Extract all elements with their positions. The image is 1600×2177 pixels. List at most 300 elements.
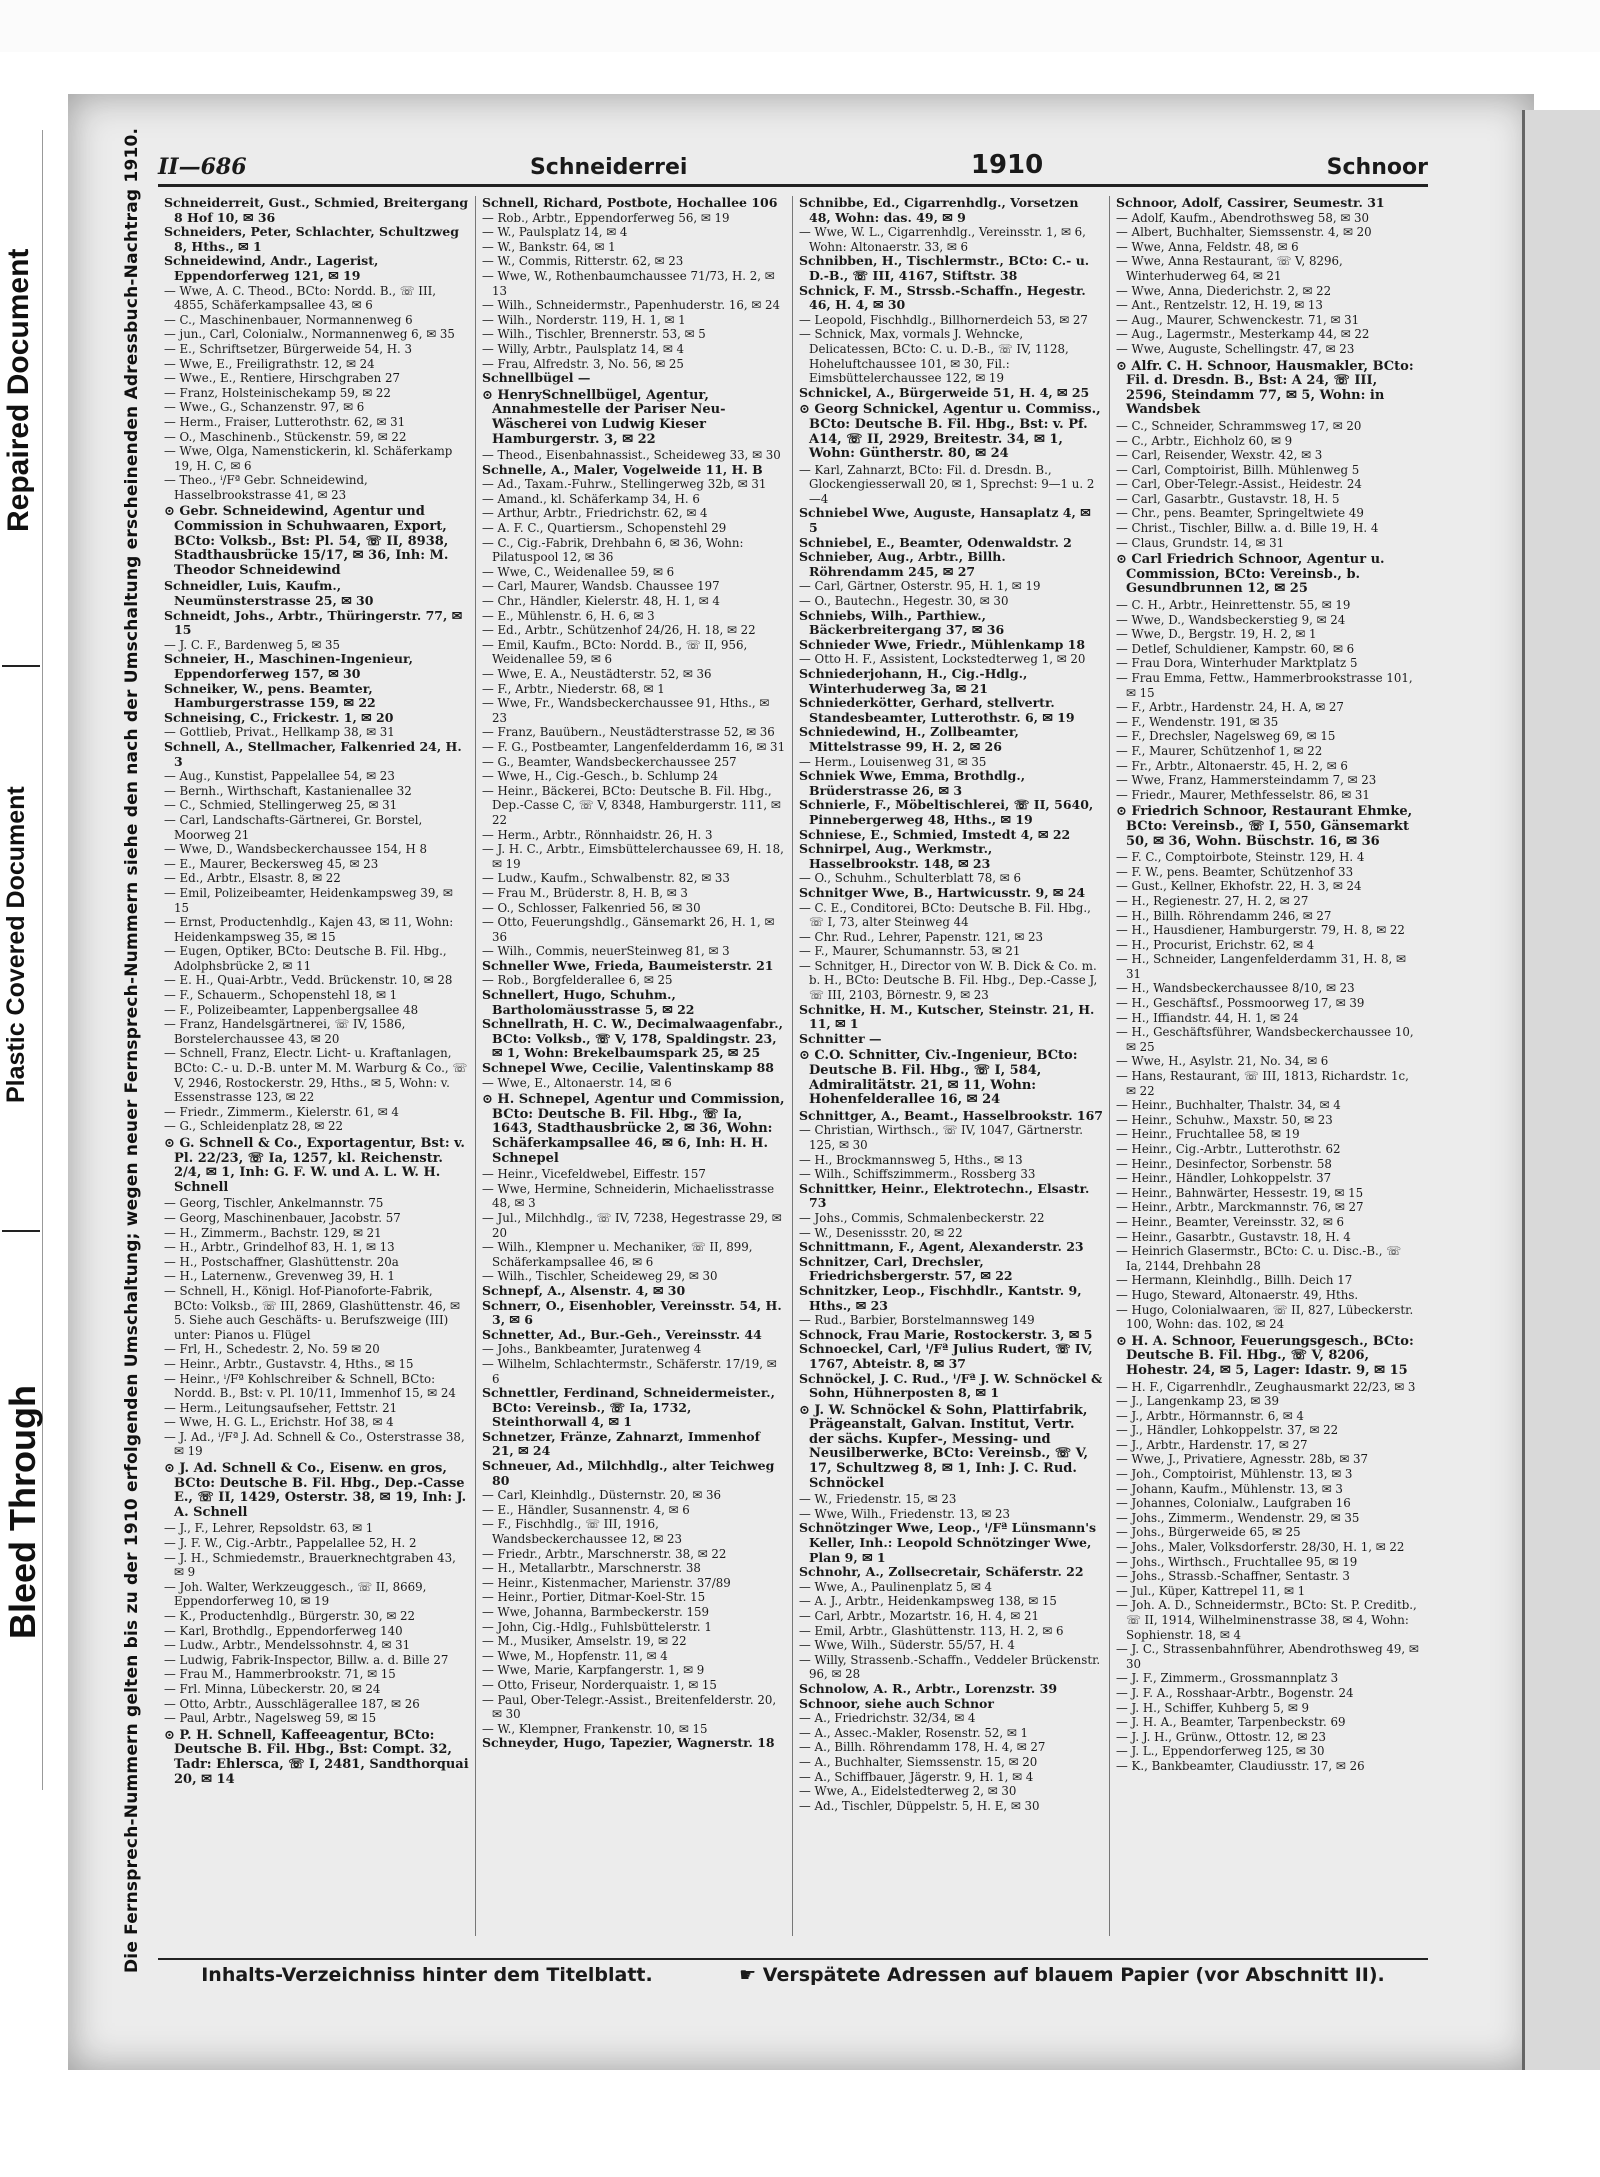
directory-entry: — Wwe, D., Wandsbeckerstieg 9, ✉ 24 (1116, 612, 1346, 627)
directory-entry: — Rob., Arbtr., Eppendorferweg 56, ✉ 19 (482, 210, 730, 225)
directory-entry: ⊙ Alfr. C. H. Schnoor, Hausmakler, BCto: Fil. d. Dresdn. B., Bst: A 24, ☏ III, 2596, Steindamm 77, ✉ 5, Wohn: in Wandsbek (1116, 358, 1414, 418)
directory-entry: — J., Arbtr., Hardenstr. 17, ✉ 27 (1116, 1437, 1308, 1452)
directory-entry: — H., Procurist, Erichstr. 62, ✉ 4 (1116, 937, 1315, 952)
directory-entry: — Frau Emma, Fettw., Hammerbrookstrasse 101, ✉ 15 (1116, 671, 1413, 700)
directory-entry: — Wwe, H., Cig.-Gesch., b. Schlump 24 (482, 769, 718, 784)
directory-entry: ⊙ J. Ad. Schnell & Co., Eisenw. en gros, BCto: Deutsche B. Fil. Hbg., Dep.-Casse E., ☏ II, 1429, Osterstr. 38, ✉ 19, Inh: J. A. Schnell (164, 1461, 467, 1520)
directory-entry: — H., Wandsbeckerchaussee 8/10, ✉ 23 (1116, 981, 1355, 996)
directory-entry: Schnoeckel, Carl, ⁱ/Fª Julius Rudert, ☏ IV, 1767, Abteistr. 8, ✉ 37 (799, 1341, 1093, 1371)
directory-entry: — H., Geschäftsführer, Wandsbeckerchaussee 10, ✉ 25 (1116, 1025, 1414, 1054)
directory-entry: — Joh. A. D., Schneidermstr., BCto: St. P. Creditb., ☏ II, 1914, Wilhelminenstrasse 38, ✉ 4, Wohn: Sophienstr. 18, ✉ 4 (1116, 1598, 1417, 1642)
directory-entry: — Wilh., Tischler, Brennerstr. 53, ✉ 5 (482, 327, 706, 342)
directory-entry: — jun., Carl, Colonialw., Normannenweg 6, ✉ 35 (164, 327, 455, 342)
directory-entry: — Joh., Comptoirist, Mühlenstr. 13, ✉ 3 (1116, 1467, 1353, 1482)
directory-entry: — H., Laternenw., Grevenweg 39, H. 1 (164, 1269, 395, 1284)
directory-entry: — E., Schriftsetzer, Bürgerweide 54, H. 3 (164, 341, 413, 356)
directory-entry: — Schnell, H., Königl. Hof-Pianoforte-Fabrik, BCto: Volksb., ☏ III, 2869, Glashüttenstr. 46, ✉ 5. Siehe auch Geschäfts- u. Berufszweige (III) unter: Pianos u. Flügel (164, 1283, 460, 1342)
directory-entry: — Heinr., Bahnwärter, Hessestr. 19, ✉ 15 (1116, 1185, 1364, 1200)
directory-entry: — Ludw., Kaufm., Schwalbenstr. 82, ✉ 33 (482, 871, 730, 886)
directory-entry: — Frau M., Hammerbrookstr. 71, ✉ 15 (164, 1667, 396, 1682)
directory-entry: — Paul, Arbtr., Nagelsweg 59, ✉ 15 (164, 1711, 377, 1726)
directory-entry: — H., Brockmannsweg 5, Hths., ✉ 13 (799, 1152, 1023, 1167)
directory-entry: — Wwe, J., Privatiere, Agnesstr. 28b, ✉ 37 (1116, 1452, 1369, 1467)
directory-entry: — Wwe, Wilh., Süderstr. 55/57, H. 4 (799, 1638, 1015, 1653)
directory-entry: — Otto, Arbtr., Ausschlägerallee 187, ✉ 26 (164, 1696, 420, 1711)
directory-entry: Schnell, A., Stellmacher, Falkenried 24, H. 3 (164, 738, 462, 769)
directory-entry: — Carl, Ober-Telegr.-Assist., Heidestr. 24 (1116, 477, 1362, 492)
directory-entry: Schneidewind, Andr., Lagerist, Eppendorferweg 121, ✉ 19 (164, 253, 379, 283)
directory-entry: — W., Klempner, Frankenstr. 10, ✉ 15 (482, 1721, 708, 1736)
directory-entry: — Herm., Louisenweg 31, ✉ 35 (799, 754, 987, 769)
directory-entry: — Heinr., Vicefeldwebel, Eiffestr. 157 (482, 1167, 706, 1182)
directory-entry: Schneidler, Luis, Kaufm., Neumünsterstrasse 25, ✉ 30 (164, 578, 374, 609)
directory-entry: — Wwe, Marie, Karpfangerstr. 1, ✉ 9 (482, 1663, 705, 1678)
directory-entry: — Wwe, C., Weidenallee 59, ✉ 6 (482, 564, 675, 579)
directory-entry: — W., Paulsplatz 14, ✉ 4 (482, 225, 628, 240)
directory-entry: — E., Mühlenstr. 6, H. 6, ✉ 3 (482, 608, 655, 623)
directory-entry: Schnoor, Adolf, Cassirer, Seumestr. 31 (1116, 196, 1385, 210)
directory-entry: ⊙ Carl Friedrich Schnoor, Agentur u. Commission, BCto: Vereinsb., b. Gesundbrunnen 12, ✉ 25 (1116, 552, 1385, 597)
page-number: II—686 (158, 154, 247, 180)
directory-entry: — H., Zimmerm., Bachstr. 129, ✉ 21 (164, 1225, 382, 1240)
directory-entry: — Johs., Bankbeamter, Juratenweg 4 (482, 1342, 702, 1357)
directory-entry: — Chr., Händler, Kielerstr. 48, H. 1, ✉ 4 (482, 594, 720, 609)
directory-entry: Schnepel Wwe, Cecilie, Valentinskamp 88 (482, 1060, 774, 1076)
directory-entry: — Ludwig, Fabrik-Inspector, Billw. a. d. Bille 27 (164, 1652, 449, 1667)
directory-entry: — Gottlieb, Privat., Hellkamp 38, ✉ 31 (164, 725, 395, 740)
directory-entry: Schnöckel, J. C. Rud., ⁱ/Fª J. W. Schnöckel & Sohn, Hühnerposten 8, ✉ 1 (799, 1370, 1103, 1401)
directory-entry: — Rud., Barbier, Borstelmannsweg 149 (799, 1313, 1035, 1328)
directory-entry: Schniederjohann, H., Cig.-Hdlg., Winterhuderweg 3a, ✉ 21 (799, 666, 1028, 696)
directory-entry: Schnickel, A., Bürgerweide 51, H. 4, ✉ 25 (799, 384, 1090, 400)
directory-entry: Schnoor, siehe auch Schnor (799, 1695, 994, 1711)
page-header (158, 146, 1428, 187)
directory-entry: — Johann, Kaufm., Mühlenstr. 13, ✉ 3 (1116, 1481, 1343, 1496)
side-label-separator (2, 665, 40, 667)
directory-entry: — Georg, Tischler, Ankelmannstr. 75 (164, 1196, 384, 1211)
directory-entry: ⊙ Friedrich Schnoor, Restaurant Ehmke, BCto: Vereinsb., ☏ I, 550, Gänsemarkt 50, ✉ 36, Wohn. Büschstr. 16, ✉ 36 (1116, 804, 1413, 849)
directory-entry: — A., Schiffbauer, Jägerstr. 9, H. 1, ✉ 4 (799, 1769, 1034, 1784)
directory-entry: — W., Desenissstr. 20, ✉ 22 (799, 1225, 963, 1240)
directory-entry: ⊙ P. H. Schnell, Kaffeeagentur, BCto: Deutsche B. Fil. Hbg., Bst: Compt. 32, Tadr: Ehlersca, ☏ I, 2481, Sandthorquai 20, ✉ 14 (164, 1727, 469, 1787)
directory-entry: — H., Regienestr. 27, H. 2, ✉ 27 (1116, 893, 1309, 908)
directory-entry: — Heinr., Portier, Ditmar-Koel-Str. 15 (482, 1590, 706, 1605)
directory-entry: — Aug., Maurer, Schwenckestr. 71, ✉ 31 (1116, 312, 1360, 327)
directory-entry: Schneller Wwe, Frieda, Baumeisterstr. 21 (482, 957, 774, 973)
directory-entry: — G., Schleidenplatz 28, ✉ 22 (164, 1119, 343, 1134)
directory-entry: — F., Schauerm., Schopenstehl 18, ✉ 1 (164, 988, 398, 1003)
directory-entry: Schnitter — (799, 1030, 882, 1046)
footer-index-note: Inhalts-Verzeichniss hinter dem Titelblatt. (201, 1964, 653, 1986)
directory-entry: — Carl, Gasarbtr., Gustavstr. 18, H. 5 (1116, 491, 1340, 506)
directory-entry: — Wilh., Schiffszimmerm., Rossberg 33 (799, 1167, 1036, 1182)
directory-entry: — Herm., Leitungsaufseher, Fettstr. 21 (164, 1400, 398, 1415)
directory-entry: Schnellbügel — (482, 370, 591, 386)
directory-entry: — Carl, Comptoirist, Billh. Mühlenweg 5 (1116, 462, 1360, 477)
directory-entry: — Hermann, Kleinhdlg., Billh. Deich 17 (1116, 1273, 1353, 1288)
directory-entry: — F. W., pens. Beamter, Schützenhof 33 (1116, 864, 1354, 879)
directory-entry: Schniese, E., Schmied, Imstedt 4, ✉ 22 (799, 826, 1071, 842)
directory-entry: — A., Billh. Röhrendamm 178, H. 4, ✉ 27 (799, 1740, 1046, 1755)
directory-entry: Schnohr, A., Zollsecretair, Schäferstr. 22 (799, 1564, 1084, 1580)
directory-entry: ⊙ Gebr. Schneidewind, Agentur und Commission in Schuhwaaren, Export, BCto: Volksb., Bst: Pl. 54, ☏ II, 8938, Stadthausbrücke 15/17, ✉ 36, Inh: M. Theodor Schneidewind (164, 504, 449, 578)
directory-entry: — Wwe, D., Wandsbeckerchaussee 154, H 8 (164, 842, 427, 857)
directory-entry: — Jul., Milchhdlg., ☏ IV, 7238, Hegestrasse 29, ✉ 20 (482, 1210, 782, 1240)
directory-entry: Schneyder, Hugo, Tapezier, Wagnerstr. 18 (482, 1735, 775, 1751)
directory-entry: — Herm., Fraiser, Lutterothstr. 62, ✉ 31 (164, 414, 406, 429)
directory-entry: — J. H. A., Beamter, Tarpenbeckstr. 69 (1116, 1715, 1346, 1730)
directory-entry: — Wwe, Anna Restaurant, ☏ V, 8296, Winterhuderweg 64, ✉ 21 (1116, 254, 1343, 283)
directory-entry: — Wilh., Klempner u. Mechaniker, ☏ II, 899, Schäferkampsallee 46, ✉ 6 (482, 1240, 753, 1269)
directory-entry: — H., Geschäftsf., Possmoorweg 17, ✉ 39 (1116, 996, 1365, 1011)
directory-entry: — Heinr., Arbtr., Marckmannstr. 76, ✉ 27 (1116, 1200, 1364, 1215)
directory-entry: — Franz, Handelsgärtnerei, ☏ IV, 1586, Borstelerchaussee 43, ✉ 20 (164, 1017, 406, 1046)
directory-entry: — Ed., Arbtr., Schützenhof 24/26, H. 18, ✉ 22 (482, 623, 756, 638)
directory-entry: — Wilh., Commis, neuerSteinweg 81, ✉ 3 (482, 944, 730, 959)
page-edge (1522, 110, 1600, 2070)
directory-entry: — F., Maurer, Schumannstr. 53, ✉ 21 (799, 944, 1021, 959)
directory-entry: Schniedewind, H., Zollbeamter, Mittelstrasse 99, H. 2, ✉ 26 (799, 724, 1019, 754)
directory-entry: — Otto, Feuerungshdlg., Gänsemarkt 26, H. 1, ✉ 36 (482, 915, 775, 944)
directory-entry: — Emil, Polizeibeamter, Heidenkampsweg 39, ✉ 15 (164, 885, 453, 915)
directory-entry: — Ad., Tischler, Düppelstr. 5, H. E, ✉ 30 (799, 1798, 1040, 1813)
directory-entry: — Willy, Arbtr., Paulsplatz 14, ✉ 4 (482, 341, 685, 356)
directory-entry: — J. Ad., ⁱ/Fª J. Ad. Schnell & Co., Osterstrasse 38, ✉ 19 (164, 1429, 465, 1459)
directory-entry: Schnellert, Hugo, Schuhm., Bartholomäusstrasse 5, ✉ 22 (482, 987, 695, 1017)
directory-entry: — Albert, Buchhalter, Siemssenstr. 4, ✉ 20 (1116, 225, 1372, 240)
directory-entry: Schniek Wwe, Emma, Brothdlg., Brüderstrasse 26, ✉ 3 (799, 768, 1026, 798)
directory-entry: — Frl, H., Schedestr. 2, No. 59 ✉ 20 (164, 1342, 380, 1357)
directory-entry: — H., Arbtr., Grindelhof 83, H. 1, ✉ 13 (164, 1240, 395, 1255)
directory-entry: — H., Hausdiener, Hamburgerstr. 79, H. 8, ✉ 22 (1116, 923, 1405, 938)
directory-entry: Schneiker, W., pens. Beamter, Hamburgerstrasse 159, ✉ 22 (164, 680, 376, 711)
directory-entry: — Carl, Gärtner, Osterstr. 95, H. 1, ✉ 19 (799, 579, 1041, 594)
directory-entry: — F. G., Postbeamter, Langenfelderdamm 16, ✉ 31 (482, 739, 786, 754)
directory-entry: — Heinr., Händler, Lohkoppelstr. 37 (1116, 1171, 1332, 1186)
directory-entry: Schnetzer, Fränze, Zahnarzt, Immenhof 21, ✉ 24 (482, 1428, 760, 1459)
directory-entry: — F., Wendenstr. 191, ✉ 35 (1116, 714, 1279, 729)
directory-entry: Schnerr, O., Eisenhobler, Vereinsstr. 54, H. 3, ✉ 6 (482, 1297, 782, 1328)
directory-entry: — Otto, Friseur, Norderquaistr. 1, ✉ 15 (482, 1677, 717, 1692)
directory-entry: — J. J. H., Grünw., Ottostr. 12, ✉ 23 (1116, 1729, 1326, 1744)
directory-entry: Schnötzinger Wwe, Leop., ⁱ/Fª Lünsmann's Keller, Inh.: Leopold Schnötzinger Wwe, Plan 9, ✉ 1 (799, 1520, 1097, 1565)
directory-entry: — Wwe, D., Bergstr. 19, H. 2, ✉ 1 (1116, 627, 1317, 642)
directory-entry: — Emil, Arbtr., Glashüttenstr. 113, H. 2, ✉ 6 (799, 1623, 1064, 1638)
directory-entry: — Wwe, Anna, Diederichstr. 2, ✉ 22 (1116, 283, 1332, 298)
directory-entry: — Heinr., Desinfector, Sorbenstr. 58 (1116, 1156, 1332, 1171)
directory-entry: — Johs., Maler, Volksdorferstr. 28/30, H. 1, ✉ 22 (1116, 1540, 1405, 1555)
directory-entry: ⊙ G. Schnell & Co., Exportagentur, Bst: v. Pl. 22/23, ☏ Ia, 1257, kl. Reichenstr. 2/4, ✉ 1, Inh: G. F. W. und A. L. W. H. Schnell (164, 1136, 465, 1195)
directory-entry: — Wwe, Franz, Hammersteindamm 7, ✉ 23 (1116, 773, 1377, 788)
directory-entry: — Fr., Arbtr., Altonaerstr. 45, H. 2, ✉ 6 (1116, 758, 1348, 773)
directory-entry: — F., Drechsler, Nagelsweg 69, ✉ 15 (1116, 729, 1336, 744)
directory-entry: — Heinr., Schuhw., Maxstr. 50, ✉ 23 (1116, 1112, 1333, 1127)
directory-entry: — Wwe, Hermine, Schneiderin, Michaelisstrasse 48, ✉ 3 (482, 1181, 775, 1211)
directory-entry: — K., Productenhdlg., Bürgerstr. 30, ✉ 22 (164, 1609, 415, 1623)
directory-entry: — Wwe, M., Hopfenstr. 11, ✉ 4 (482, 1648, 668, 1663)
directory-entry: — H. F., Cigarrenhdlr., Zeughausmarkt 22/23, ✉ 3 (1116, 1379, 1416, 1394)
directory-entry: — J. H., Schiffer, Kuhberg 5, ✉ 9 (1116, 1700, 1310, 1715)
directory-entry: Schnibben, H., Tischlermstr., BCto: C.- u. D.-B., ☏ III, 4167, Stiftstr. 38 (799, 253, 1090, 283)
directory-entry: — Wwe, Johanna, Barmbeckerstr. 159 (482, 1605, 710, 1619)
directory-entry: Schnieber, Aug., Arbtr., Billh. Röhrendamm 245, ✉ 27 (799, 549, 1006, 579)
directory-entry: — O., Schlosser, Falkenried 56, ✉ 30 (482, 900, 701, 915)
directory-entry: — Theod., Eisenbahnassist., Scheideweg 33, ✉ 30 (482, 448, 781, 463)
directory-entry: — Christ., Tischler, Billw. a. d. Bille 19, H. 4 (1116, 521, 1379, 536)
side-label-bleed: Bleed Through (2, 1385, 43, 1640)
directory-entry: ⊙ H. Schnepel, Agentur und Commission, BCto: Deutsche B. Fil. Hbg., ☏ Ia, 1643, Stadthausbrücke 2, ✉ 36, Wohn: Schäferkampsallee 46, ✉ 6, Inh: H. H. Schnepel (482, 1092, 785, 1166)
directory-entry: — Wwe., E., Rentiere, Hirschgraben 27 (164, 371, 401, 386)
side-label-separator (2, 1230, 40, 1232)
directory-entry: — F., Arbtr., Hardenstr. 24, H. A, ✉ 27 (1116, 700, 1344, 715)
directory-entry: — Gust., Kellner, Ekhofstr. 22, H. 3, ✉ 24 (1116, 879, 1362, 894)
directory-entry: Schnell, Richard, Postbote, Hochallee 106 (482, 196, 778, 210)
directory-entry: — Wilhelm, Schlachtermstr., Schäferstr. 17/19, ✉ 6 (482, 1356, 777, 1386)
directory-entry: — Bernh., Wirthschaft, Kastanienallee 32 (164, 783, 412, 798)
directory-entry: Schnitger Wwe, B., Hartwicusstr. 9, ✉ 24 (799, 884, 1086, 900)
directory-entry: — C., Schneider, Schrammsweg 17, ✉ 20 (1116, 418, 1362, 433)
directory-entry: — Friedr., Zimmerm., Kielerstr. 61, ✉ 4 (164, 1104, 399, 1119)
directory-entry: — C., Arbtr., Eichholz 60, ✉ 9 (1116, 433, 1293, 448)
directory-entry: Schneuer, Ad., Milchhdlg., alter Teichweg 80 (482, 1458, 775, 1488)
directory-entry: — Wwe, W. L., Cigarrenhdlg., Vereinsstr. 1, ✉ 6, Wohn: Altonaerstr. 33, ✉ 6 (799, 225, 1086, 254)
directory-entry: — M., Musiker, Amselstr. 19, ✉ 22 (482, 1634, 687, 1649)
directory-entry: — Heinrich Glasermstr., BCto: C. u. Disc.-B., ☏ Ia, 2144, Drehbahn 28 (1116, 1244, 1402, 1273)
directory-entry: Schneiderreit, Gust., Schmied, Breitergang 8 Hof 10, ✉ 36 (164, 196, 469, 225)
header-year: 1910 (970, 150, 1044, 180)
directory-entry: — Heinr., Cig.-Arbtr., Lutterothstr. 62 (1116, 1142, 1341, 1156)
directory-entry: Schnieder Wwe, Friedr., Mühlenkamp 18 (799, 636, 1086, 652)
directory-entry: — Herm., Arbtr., Rönnhaidstr. 26, H. 3 (482, 827, 713, 842)
directory-entry: — W., Commis, Ritterstr. 62, ✉ 23 (482, 254, 684, 269)
directory-entry: — Wwe, Auguste, Schellingstr. 47, ✉ 23 (1116, 341, 1355, 356)
directory-entry: ⊙ J. W. Schnöckel & Sohn, Plattirfabrik, Prägeanstalt, Galvan. Institut, Vertr. der sächs. Kupfer-, Messing- und Neusilberwerke, BCto: Vereinsb., ☏ V, 17, Schultzweg 8, ✉ 1, Inh: J. C. Rud. Schnöckel (799, 1402, 1089, 1491)
directory-entry: — J. F., Zimmerm., Grossmannplatz 3 (1116, 1671, 1339, 1686)
directory-entry: Schnierle, F., Möbeltischlerei, ☏ II, 5640, Pinnebergerweg 48, Hths., ✉ 19 (799, 797, 1094, 827)
directory-entry: — Johannes, Colonialw., Laufgraben 16 (1116, 1496, 1351, 1511)
directory-entry: — Wwe, E., Altonaerstr. 14, ✉ 6 (482, 1075, 672, 1090)
directory-entry: — A. J., Arbtr., Heidenkampsweg 138, ✉ 15 (799, 1594, 1057, 1609)
directory-entry: — Johs., Wirthsch., Fruchtallee 95, ✉ 19 (1116, 1554, 1358, 1569)
directory-entry: — Chr. Rud., Lehrer, Papenstr. 121, ✉ 23 (799, 929, 1044, 944)
directory-entry: — W., Friedenstr. 15, ✉ 23 (799, 1492, 957, 1507)
directory-entry: — J., F., Lehrer, Repsoldstr. 63, ✉ 1 (164, 1521, 374, 1536)
directory-entry: — Schnick, Max, vormals J. Wehncke, Delicatessen, BCto: C. u. D.-B., ☏ IV, 1128, Hoheluftchaussee 101, ✉ 30, Fil.: Eimsbüttelerchaussee 122, ✉ 19 (799, 327, 1069, 386)
directory-entry: — Ed., Arbtr., Elsastr. 8, ✉ 22 (164, 871, 341, 886)
directory-entry: — Franz, Bauübern., Neustädterstrasse 52, ✉ 36 (482, 725, 775, 740)
directory-entry: Schnelle, A., Maler, Vogelweide 11, H. B (482, 461, 763, 477)
directory-entry: — J. H. C., Arbtr., Eimsbüttelerchaussee 69, H. 18, ✉ 19 (482, 842, 784, 871)
directory-entry: — Wwe, E., Freiligrathstr. 12, ✉ 24 (164, 356, 375, 371)
directory-entry: — H., Schneider, Langenfelderdamm 31, H. 8, ✉ 31 (1116, 952, 1406, 981)
directory-entry: — Heinr., ⁱ/Fª Kohlschreiber & Schnell, BCto: Nordd. B., Bst: v. Pl. 10/11, Immenhof 15, ✉ 24 (164, 1371, 456, 1401)
directory-entry: — Karl, Brothdlg., Eppendorferweg 140 (164, 1623, 403, 1638)
directory-entry: — Hans, Restaurant, ☏ III, 1813, Richardstr. 1c, ✉ 22 (1116, 1069, 1409, 1098)
directory-entry: — Wilh., Tischler, Scheideweg 29, ✉ 30 (482, 1269, 718, 1284)
directory-entry: — Claus, Grundstr. 14, ✉ 31 (1116, 535, 1285, 550)
directory-entry: Schniebel, E., Beamter, Odenwaldstr. 2 (799, 534, 1072, 550)
directory-entry: — F., Maurer, Schützenhof 1, ✉ 22 (1116, 743, 1323, 758)
directory-entry: Schnettler, Ferdinand, Schneidermeister., BCto: Vereinsb., ☏ Ia, 1732, Steinthorwall 4, ✉ 1 (482, 1385, 775, 1430)
directory-entry: — Wwe, H., Asylstr. 21, No. 34, ✉ 6 (1116, 1054, 1329, 1069)
directory-entry: — Wwe, Wilh., Friedenstr. 13, ✉ 23 (799, 1506, 1011, 1521)
directory-entry: — H., Iffiandstr. 44, H. 1, ✉ 24 (1116, 1010, 1299, 1025)
directory-entry: — Frl. Minna, Lübeckerstr. 20, ✉ 24 (164, 1681, 381, 1696)
directory-entry: — A. F. C., Quartiersm., Schopenstehl 29 (482, 521, 727, 536)
directory-entry: — Frau M., Brüderstr. 8, H. B, ✉ 3 (482, 885, 688, 900)
directory-entry: ⊙ Georg Schnickel, Agentur u. Commiss., BCto: Deutsche B. Fil. Hbg., Bst: v. Pf. A14, ☏ II, 2929, Breitestr. 34, ✉ 1, Wohn: Güntherstr. 80, ✉ 24 (799, 402, 1101, 462)
header-last-entry: Schnoor (1326, 155, 1428, 180)
directory-entry: — G., Beamter, Wandsbeckerchaussee 257 (482, 754, 737, 769)
directory-entry: Schniebs, Wilh., Parthiew., Bäckerbreitergang 37, ✉ 36 (799, 607, 1005, 638)
directory-entry: — Carl, Maurer, Wandsb. Chaussee 197 (482, 579, 720, 594)
directory-entry: Schneiders, Peter, Schlachter, Schultzweg 8, Hths., ✉ 1 (164, 224, 459, 254)
directory-entry: Schnibbe, Ed., Cigarrenhdlg., Vorsetzen 48, Wohn: das. 49, ✉ 9 (799, 196, 1079, 225)
directory-entry: — Wwe, W., Rothenbaumchaussee 71/73, H. 2, ✉ 13 (482, 268, 775, 298)
directory-entry: — Wwe, A. C. Theod., BCto: Nordd. B., ☏ III, 4855, Schäferkampsallee 43, ✉ 6 (164, 283, 437, 313)
directory-entry: — Aug., Kunstist, Pappelallee 54, ✉ 23 (164, 769, 395, 784)
side-label-strip (0, 130, 43, 1790)
directory-entry: — W., Bankstr. 64, ✉ 1 (482, 239, 616, 254)
directory-entry: — Johs., Commis, Schmalenbeckerstr. 22 (799, 1210, 1045, 1225)
directory-entry: Schniederkötter, Gerhard, stellvertr. Standesbeamter, Lutterothstr. 6, ✉ 19 (799, 695, 1075, 725)
directory-entry: — Friedr., Arbtr., Marschnerstr. 38, ✉ 22 (482, 1546, 727, 1561)
directory-entry: — O., Maschinenb., Stückenstr. 59, ✉ 22 (164, 429, 407, 444)
directory-entry: — Jul., Küper, Kattrepel 11, ✉ 1 (1116, 1583, 1306, 1598)
directory-entry: — J., Händler, Lohkoppelstr. 37, ✉ 22 (1116, 1423, 1339, 1438)
directory-entry: — E. H., Quai-Arbtr., Vedd. Brückenstr. 10, ✉ 28 (164, 973, 453, 988)
directory-entry: Schnick, F. M., Strssb.-Schaffn., Hegestr. 46, H. 4, ✉ 30 (799, 282, 1086, 313)
directory-entry: Schniebel Wwe, Auguste, Hansaplatz 4, ✉ 5 (799, 505, 1091, 536)
directory-entry: — A., Buchhalter, Siemssenstr. 15, ✉ 20 (799, 1754, 1038, 1769)
side-label-repaired: Repaired Document (2, 248, 35, 532)
directory-entry: — Christian, Wirthsch., ☏ IV, 1047, Gärtnerstr. 125, ✉ 30 (799, 1123, 1084, 1152)
directory-entry: — Carl, Reisender, Wexstr. 42, ✉ 3 (1116, 448, 1323, 463)
directory-entry: — J. F. A., Rosshaar-Arbtr., Bogenstr. 24 (1116, 1685, 1354, 1700)
directory-entry: Schnetter, Ad., Bur.-Geh., Vereinsstr. 44 (482, 1326, 762, 1342)
directory-entry: — Wwe, H. G. L., Erichstr. Hof 38, ✉ 4 (164, 1415, 394, 1430)
directory-entry: — J., Langenkamp 23, ✉ 39 (1116, 1394, 1280, 1409)
directory-entry: — K., Bankbeamter, Claudiusstr. 17, ✉ 26 (1116, 1758, 1365, 1773)
directory-entry: — Heinr., Buchhalter, Thalstr. 34, ✉ 4 (1116, 1098, 1341, 1113)
directory-entry: — H., Postschaffner, Glashüttenstr. 20a (164, 1254, 399, 1269)
directory-entry: Schnellrath, H. C. W., Decimalwaagenfabr., BCto: Volksb., ☏ V, 178, Spaldingstr. 23, ✉ 1, Wohn: Brekelbaumspark 25, ✉ 25 (482, 1016, 783, 1061)
directory-entry: Schnitke, H. M., Kutscher, Steinstr. 21, H. 11, ✉ 1 (799, 1001, 1095, 1032)
directory-entry: — C. E., Conditorei, BCto: Deutsche B. Fil. Hbg., ☏ I, 73, alter Steinweg 44 (799, 900, 1091, 930)
directory-entry: — Johs., Zimmerm., Wendenstr. 29, ✉ 35 (1116, 1510, 1360, 1525)
scan-background (0, 0, 1600, 52)
directory-entry: ⊙ H. A. Schnoor, Feuerungsgesch., BCto: Deutsche B. Fil. Hbg., ☏ V, 8206, Hohestr. 24, ✉ 5, Lager: Idastr. 9, ✉ 15 (1116, 1333, 1414, 1378)
directory-entry: — Arthur, Arbtr., Friedrichstr. 62, ✉ 4 (482, 506, 708, 521)
directory-entry: — F., Polizeibeamter, Lappenbergsallee 48 (164, 1002, 419, 1017)
directory-entry: — J. H., Schmiedemstr., Brauerknechtgraben 43, ✉ 9 (164, 1550, 456, 1580)
directory-entry: — Franz, Holsteinischekamp 59, ✉ 22 (164, 385, 391, 400)
directory-entry: — H., Metallarbtr., Marschnerstr. 38 (482, 1561, 701, 1576)
directory-entry: — F., Arbtr., Niederstr. 68, ✉ 1 (482, 681, 665, 696)
side-label-plastic: Plastic Covered Document (2, 786, 30, 1104)
directory-column (1109, 196, 1426, 1936)
directory-entry: Schnirpel, Aug., Werkmstr., Hasselbrookstr. 148, ✉ 23 (799, 841, 993, 871)
directory-column (475, 196, 792, 1936)
vertical-telephone-note: Die Fernsprech-Nummern gelten bis zu der 1910 erfolgenden Umschaltung; wegen neuer Fernsprech-Nummern siehe den nach der Umschaltung erscheinenden Adressbuch-Nachtrag 1910. (122, 127, 142, 1973)
directory-entry: — H., Billh. Röhrendamm 246, ✉ 27 (1116, 908, 1332, 923)
directory-entry: Schnepf, A., Alsenstr. 4, ✉ 30 (482, 1282, 686, 1298)
directory-entry: Schnolow, A. R., Arbtr., Lorenzstr. 39 (799, 1680, 1058, 1696)
directory-entry: — F., Fischhdlg., ☏ III, 1916, Wandsbeckerchaussee 12, ✉ 23 (482, 1517, 683, 1547)
directory-entry: — Otto H. F., Assistent, Lockstedterweg 1, ✉ 20 (799, 652, 1086, 667)
directory-entry: — Carl, Landschafts-Gärtnerei, Gr. Borstel, Moorweg 21 (164, 812, 423, 842)
directory-entry: — Detlef, Schuldiener, Kampstr. 60, ✉ 6 (1116, 641, 1355, 656)
directory-entry: — Schnitger, H., Director von W. B. Dick & Co. m. b. H., BCto: Deutsche B. Fil. Hbg., Dep.-Casse J, ☏ III, 2103, Börnestr. 9, ✉ 23 (799, 958, 1098, 1003)
directory-entry: — J. F. W., Cig.-Arbtr., Pappelallee 52, H. 2 (164, 1536, 417, 1551)
directory-entry: — Schnell, Franz, Electr. Licht- u. Kraftanlagen, BCto: C.- u. D.-B. unter M. M. Warburg & Co., ☏ V, 2946, Rostockerstr. 29, Hths., ✉ 5, Wohn: v. Essenstrasse 123, ✉ 22 (164, 1046, 468, 1105)
directory-entry: Schnittmann, F., Agent, Alexanderstr. 23 (799, 1239, 1084, 1255)
directory-entry: — Wwe, A., Paulinenplatz 5, ✉ 4 (799, 1579, 992, 1594)
directory-entry: — Heinr., Kistenmacher, Marienstr. 37/89 (482, 1575, 731, 1590)
directory-entry: ⊙ HenrySchnellbügel, Agentur, Annahmestelle der Pariser Neu-Wäscherei von Ludwig Kieser Hamburgerstr. 3, ✉ 22 (482, 387, 726, 447)
directory-entry: — Carl, Kleinhdlg., Düsternstr. 20, ✉ 36 (482, 1488, 722, 1503)
directory-entry: Schnitzker, Leop., Fischhdlr., Kantstr. 9, Hths., ✉ 23 (799, 1282, 1082, 1313)
directory-entry: Schneising, C., Frickestr. 1, ✉ 20 (164, 709, 394, 725)
directory-entry: — A., Friedrichstr. 32/34, ✉ 4 (799, 1711, 976, 1726)
directory-entry: — Wilh., Norderstr. 119, H. 1, ✉ 1 (482, 312, 686, 327)
directory-columns (158, 196, 1428, 1936)
directory-entry: — Hugo, Steward, Altonaerstr. 49, Hths. (1116, 1287, 1359, 1302)
directory-entry: — Heinr., Bäckerei, BCto: Deutsche B. Fil. Hbg., Dep.-Casse C, ☏ V, 8348, Hamburgerstr. 111, ✉ 22 (482, 783, 781, 827)
directory-entry: — Paul, Ober-Telegr.-Assist., Breitenfelderstr. 20, ✉ 30 (482, 1692, 777, 1722)
directory-entry: — Adolf, Kaufm., Abendrothsweg 58, ✉ 30 (1116, 210, 1370, 225)
directory-entry: — C., Maschinenbauer, Normannenweg 6 (164, 312, 413, 327)
directory-entry: — Heinr., Arbtr., Gustavstr. 4, Hths., ✉ 15 (164, 1356, 414, 1371)
directory-entry: — Georg, Maschinenbauer, Jacobstr. 57 (164, 1210, 401, 1225)
directory-entry: — Ernst, Productenhdlg., Kajen 43, ✉ 11, Wohn: Heidenkampsweg 35, ✉ 15 (164, 915, 454, 944)
directory-entry: Schneidt, Johs., Arbtr., Thüringerstr. 77, ✉ 15 (164, 607, 463, 638)
directory-entry: — C., Cig.-Fabrik, Drehbahn 6, ✉ 36, Wohn: Pilatuspool 12, ✉ 36 (482, 535, 744, 565)
directory-entry: — Ludw., Arbtr., Mendelssohnstr. 4, ✉ 31 (164, 1638, 411, 1653)
directory-entry: — Leopold, Fischhdlg., Billhornerdeich 53, ✉ 27 (799, 312, 1088, 327)
directory-entry: — Heinr., Beamter, Vereinsstr. 32, ✉ 6 (1116, 1214, 1344, 1229)
directory-entry: — Wwe, Olga, Namenstickerin, kl. Schäferkamp 19, H. C, ✉ 6 (164, 444, 453, 473)
directory-entry: — Frau, Alfredstr. 3, No. 56, ✉ 25 (482, 356, 684, 371)
directory-entry: — Ad., Taxam.-Fuhrw., Stellingerweg 32b, ✉ 31 (482, 477, 767, 492)
directory-entry: Schneier, H., Maschinen-Ingenieur, Eppendorferweg 157, ✉ 30 (164, 651, 413, 681)
directory-entry: — Wilh., Schneidermstr., Papenhuderstr. 16, ✉ 24 (482, 298, 780, 313)
directory-entry: — Karl, Zahnarzt, BCto: Fil. d. Dresdn. B., Glockengiesserwall 20, ✉ 1, Sprechst: 9—1 u. 2—4 (799, 462, 1095, 506)
directory-entry: — Aug., Lagermstr., Mesterkamp 44, ✉ 22 (1116, 327, 1370, 342)
directory-entry: — O., Schuhm., Schulterblatt 78, ✉ 6 (799, 871, 1021, 886)
directory-column (158, 196, 475, 1936)
directory-entry: ⊙ C.O. Schnitter, Civ.-Ingenieur, BCto: Deutsche B. Fil. Hbg., ☏ I, 584, Admiralitätstr. 21, ✉ 11, Wohn: Hohenfelderallee 16, ✉ 24 (799, 1048, 1078, 1108)
directory-entry: — Carl, Arbtr., Mozartstr. 16, H. 4, ✉ 21 (799, 1609, 1039, 1623)
directory-entry: Schnock, Frau Marie, Rostockerstr. 3, ✉ 5 (799, 1326, 1093, 1342)
directory-entry: — Ant., Rentzelstr. 12, H. 19, ✉ 13 (1116, 298, 1323, 313)
directory-entry: — J. C. F., Bardenweg 5, ✉ 35 (164, 637, 341, 652)
directory-entry: — E., Händler, Susannenstr. 4, ✉ 6 (482, 1502, 690, 1517)
directory-entry: — Frau Dora, Winterhuder Marktplatz 5 (1116, 656, 1358, 671)
directory-entry: — Wwe, Fr., Wandsbeckerchaussee 91, Hths., ✉ 23 (482, 696, 770, 725)
directory-entry: — Willy, Strassenb.-Schaffn., Veddeler Brückenstr. 96, ✉ 28 (799, 1652, 1101, 1682)
directory-entry: — Theo., ⁱ/Fª Gebr. Schneidewind, Hasselbrookstrasse 41, ✉ 23 (164, 473, 368, 502)
directory-entry: — F. C., Comptoirbote, Steinstr. 129, H. 4 (1116, 850, 1365, 865)
directory-entry: — Hugo, Colonialwaaren, ☏ II, 827, Lübeckerstr. 100, Wohn: das. 102, ✉ 24 (1116, 1302, 1414, 1332)
directory-entry: Schnitzer, Carl, Drechsler, Friedrichsbergerstr. 57, ✉ 22 (799, 1253, 1013, 1284)
directory-entry: — Wwe, Anna, Feldstr. 48, ✉ 6 (1116, 239, 1299, 254)
directory-entry: — Emil, Kaufm., BCto: Nordd. B., ☏ II, 956, Weidenallee 59, ✉ 6 (482, 637, 748, 667)
directory-entry: Schnittger, A., Beamt., Hasselbrookstr. 167 (799, 1107, 1104, 1123)
page-footer (158, 1958, 1428, 1990)
footer-late-addresses-note: ☛ Verspätete Adressen auf blauem Papier (vor Abschnitt II). (739, 1964, 1385, 1986)
directory-entry: — J. L., Eppendorferweg 125, ✉ 30 (1116, 1744, 1325, 1759)
